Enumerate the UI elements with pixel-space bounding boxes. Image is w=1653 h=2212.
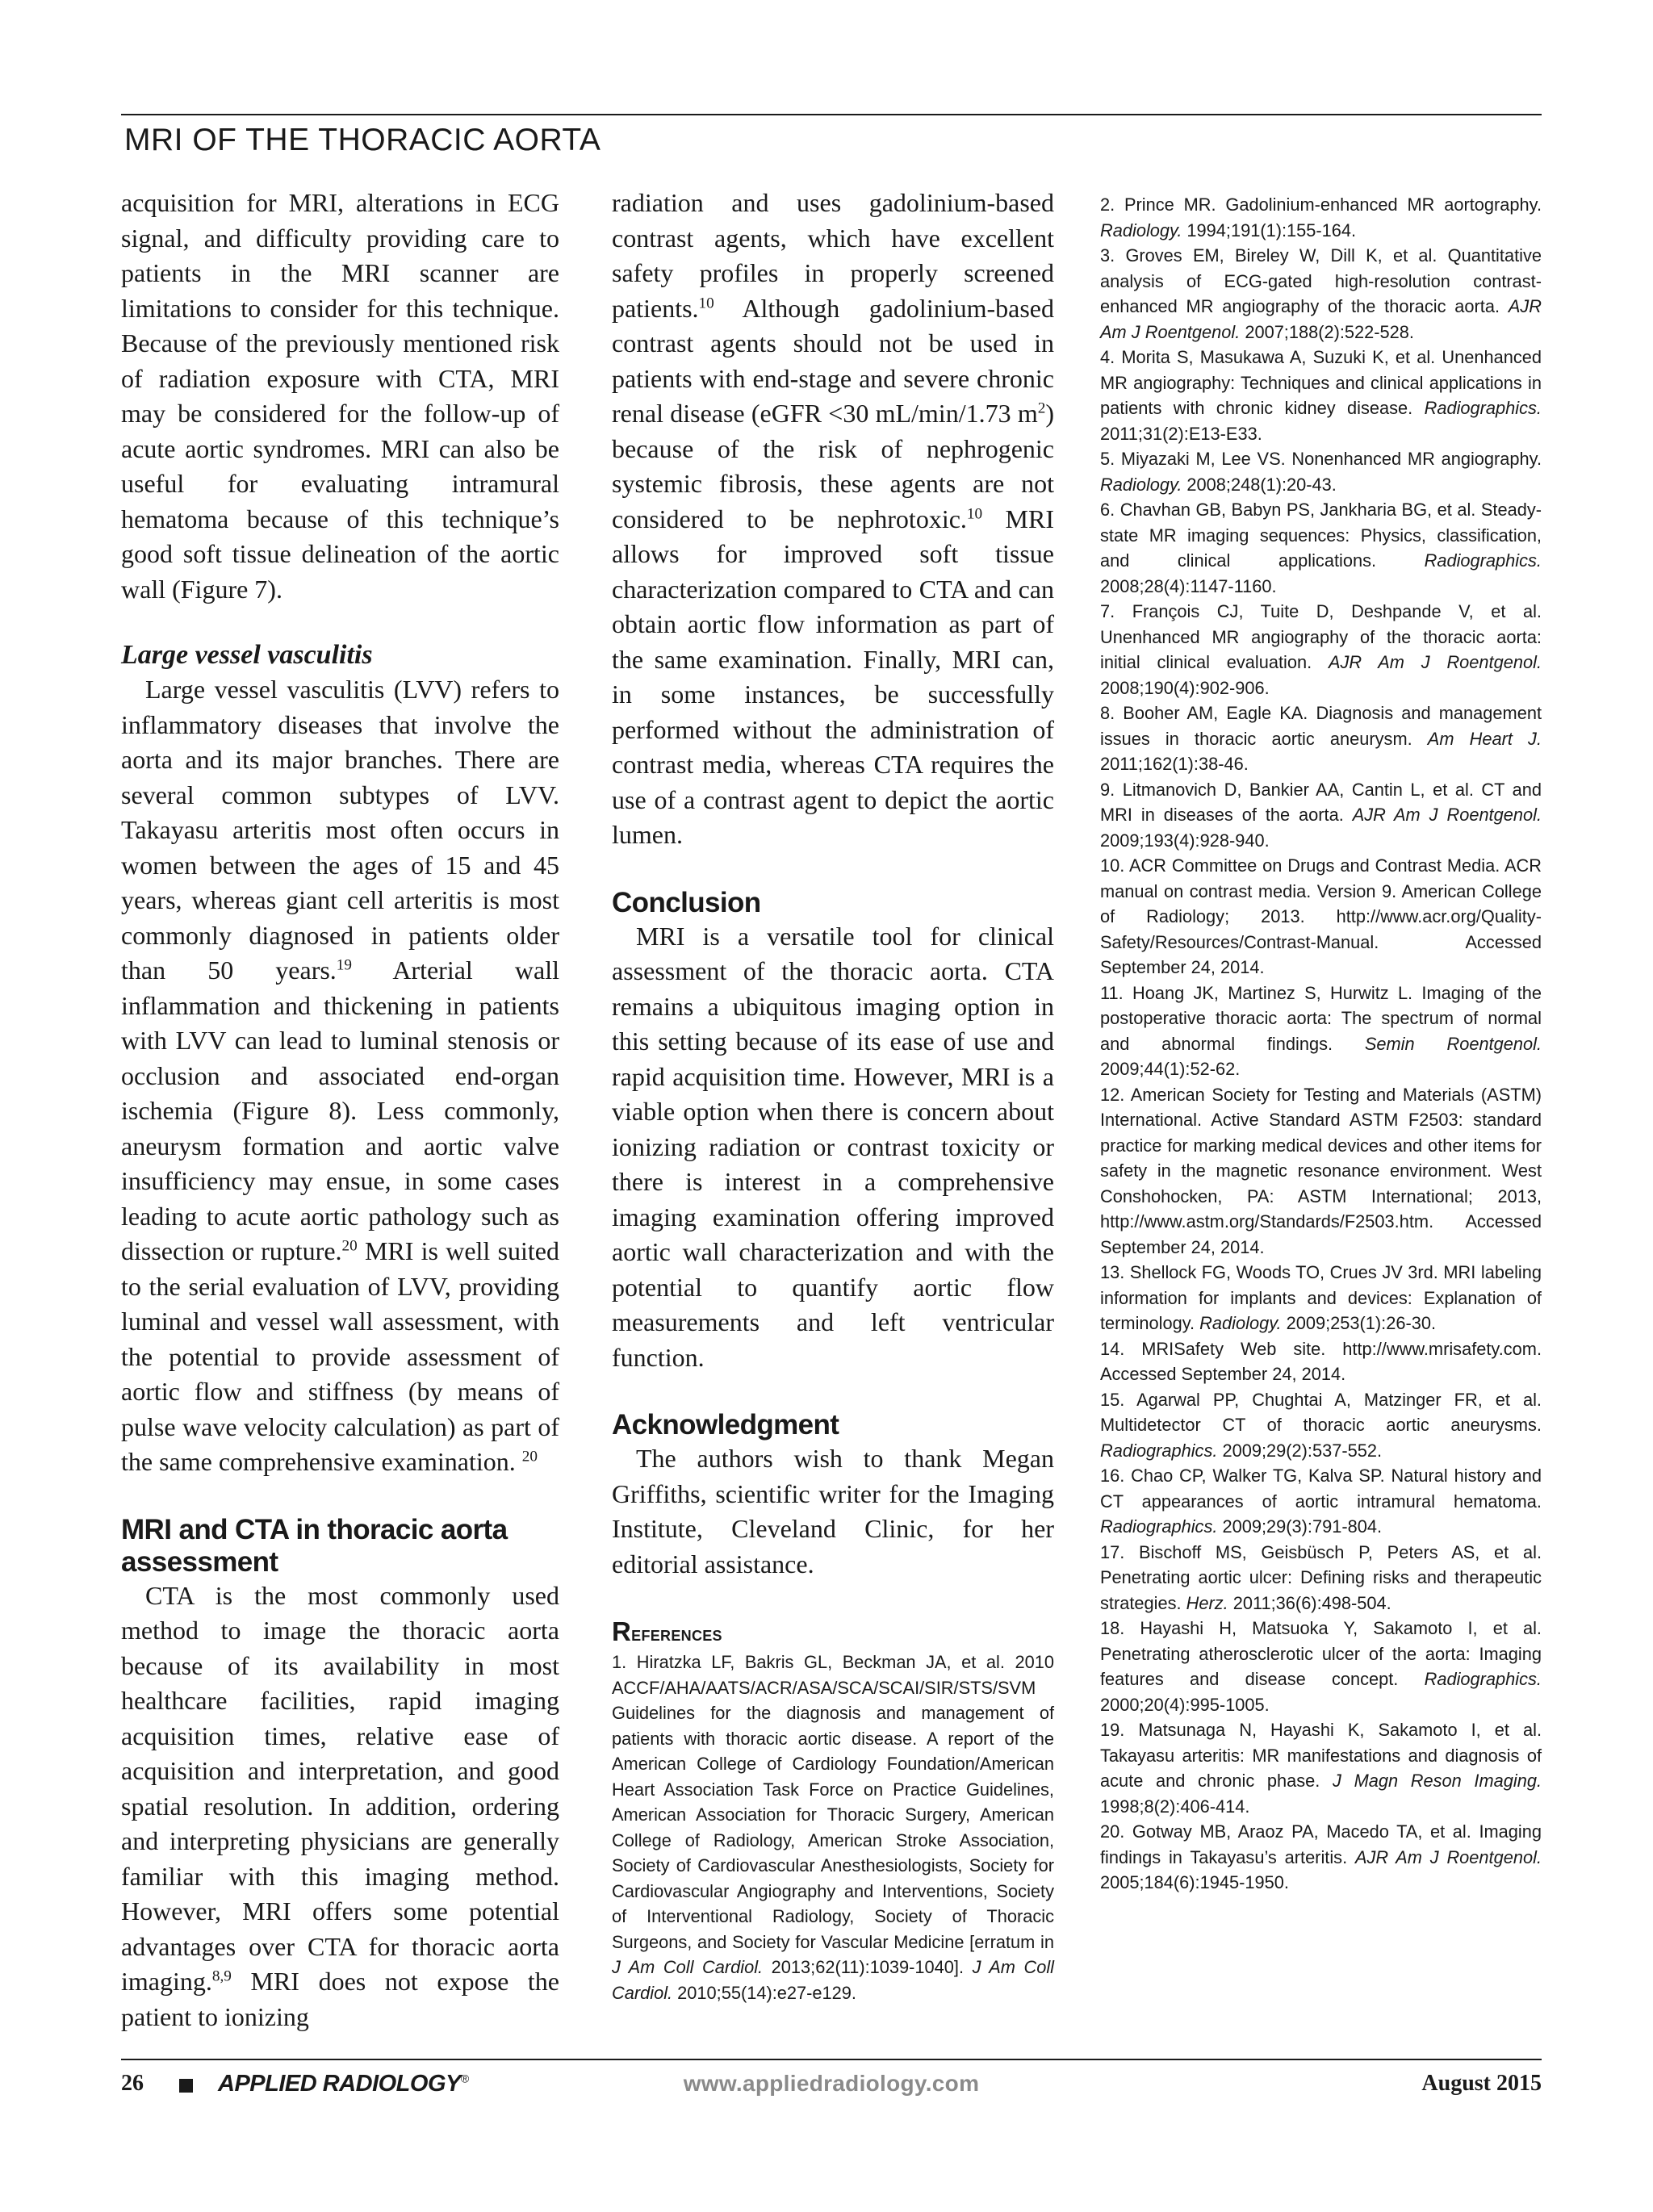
citation: 20 — [521, 1448, 538, 1466]
issue-date: August 2015 — [1421, 2071, 1542, 2096]
citation: 8,9 — [211, 1967, 232, 1985]
reference-item: 14. MRISafety Web site. http://www.mrisafety.com. Accessed September 24, 2014. — [1100, 1338, 1542, 1384]
reference-item: 6. Chavhan GB, Babyn PS, Jankharia BG, et al. Steady-state MR imaging sequences: Physics, classification, and clinical applications. Radiographics. 2008;28(4):1147-1160. — [1100, 500, 1542, 596]
paragraph: The authors wish to thank Megan Griffiths, scientific writer for the Imaging Institute, Cleveland Clinic, for her editorial assistance. — [612, 1444, 1054, 1579]
citation: 10 — [698, 294, 714, 312]
citation: 20 — [341, 1237, 358, 1255]
section-heading-lvv: Large vessel vasculitis — [121, 640, 373, 670]
page-number: 26 — [121, 2071, 144, 2096]
reference-item: 3. Groves EM, Bireley W, Dill K, et al. Quantitative analysis of ECG-gated high-resolution contrast-enhanced MR angiography of the thoracic aorta. AJR Am J Roentgenol. 2007;188(2):522-528. — [1100, 245, 1542, 342]
running-head: MRI OF THE THORACIC AORTA — [124, 123, 601, 157]
reference-item: 15. Agarwal PP, Chughtai A, Matzinger FR, et al. Multidetector CT of thoracic aortic aneurysms. Radiographics. 2009;29(2):537-552. — [1100, 1389, 1542, 1461]
column-1 — [121, 186, 559, 2034]
reference-item: 2. Prince MR. Gadolinium-enhanced MR aortography. Radiology. 1994;191(1):155-164. — [1100, 194, 1542, 240]
reference-item: 9. Litmanovich D, Bankier AA, Cantin L, et al. CT and MRI in diseases of the aorta. AJR Am J Roentgenol. 2009;193(4):928-940. — [1100, 779, 1542, 851]
paragraph: MRI is a versatile tool for clinical assessment of the thoracic aorta. CTA remains a ubiquitous imaging option in this setting because of its ease of use and rapid acquisition time. However, MRI is a viable option when there is concern about ionizing radiation or contrast toxicity or there is interest in a comprehensive imaging examination offering improved aortic wall characterization and with the potential to quantify aortic flow measurements and left ventricular function. — [612, 921, 1054, 1372]
paragraph: radiation and uses gadolinium-based contrast agents, which have excellent safety profiles in properly screened patients.$^{10}$ Although gadolinium-based contrast agents should not be used in patients with end-stage and severe chronic renal disease (eGFR <30 mL/min/1.73 $m^2$) because of the risk of nephrogenic systemic fibrosis, these agents are not considered to be nephrotoxic.$^{10}$ MRI allows for improved soft tissue characterization compared to CTA and can obtain aortic flow information as part of the same examination. Finally, MRI can, in some instances, be successfully performed without the administration of contrast media, whereas CTA requires the use of a contrast agent to depict the aortic lumen. — [612, 188, 1054, 849]
paragraph: CTA is the most commonly used method to image the thoracic aorta because of its availability in most healthcare facilities, rapid imaging acquisition times, relative ease of acquisition and interpretation, and good spatial resolution. In addition, ordering and interpreting physicians are generally familiar with this imaging method. However, MRI offers some potential advantages over CTA for thoracic aorta imaging.$^{8,9}$ MRI does not expose the patient to ionizing — [121, 1580, 559, 2031]
registered-mark: ® — [460, 2072, 469, 2085]
reference-item: 20. Gotway MB, Araoz PA, Macedo TA, et al. Imaging findings in Takayasu’s arteritis. AJR Am J Roentgenol. 2005;184(6):1945-1950. — [1100, 1821, 1542, 1892]
citation: 10 — [966, 504, 983, 522]
reference-item: 18. Hayashi H, Matsuoka Y, Sakamoto I, et al. Penetrating atherosclerotic ulcer of the aorta: Imaging features and disease concept. Radiographics. 2000;20(4):995-1005. — [1100, 1618, 1542, 1715]
section-heading-acknowledgment: Acknowledgment — [612, 1409, 839, 1441]
website-url: www.appliedradiology.com — [683, 2071, 980, 2096]
section-heading-references: References — [612, 1616, 722, 1646]
reference-item: 4. Morita S, Masukawa A, Suzuki K, et al. Unenhanced MR angiography: Techniques and clinical applications in patients with chronic kidney disease. Radiographics. 2011;31(2):E13-E33. — [1100, 347, 1542, 444]
reference-item: 13. Shellock FG, Woods TO, Crues JV 3rd. MRI labeling information for implants and devices: Explanation of terminology. Radiology. 2009;253(1):26-30. — [1100, 1262, 1542, 1333]
column-3-references — [1100, 192, 1542, 1896]
reference-item: 19. Matsunaga N, Hayashi K, Sakamoto I, et al. Takayasu arteritis: MR manifestations and diagnosis of acute and chronic phase. J Magn Reson Imaging. 1998;8(2):406-414. — [1100, 1720, 1542, 1817]
reference-item: 5. Miyazaki M, Lee VS. Nonenhanced MR angiography. Radiology. 2008;248(1):20-43. — [1100, 449, 1542, 495]
reference-item: 16. Chao CP, Walker TG, Kalva SP. Natural history and CT appearances of aortic intramural hematoma. Radiographics. 2009;29(3):791-804. — [1100, 1466, 1542, 1537]
column-2 — [612, 186, 1054, 2005]
paragraph: acquisition for MRI, alterations in ECG signal, and difficulty providing care to patients in the MRI scanner are limitations to consider for this technique. Because of the previously mentioned risk of radiation exposure with CTA, MRI may be considered for the follow-up of acute aortic syndromes. MRI can also be useful for evaluating intramural hematoma because of this technique’s good soft tissue delineation of the aortic wall (Figure 7). — [121, 188, 559, 604]
section-heading-conclusion: Conclusion — [612, 886, 761, 918]
reference-item: 11. Hoang JK, Martinez S, Hurwitz L. Imaging of the postoperative thoracic aorta: The spectrum of normal and abnormal findings. Semin Roentgenol. 2009;44(1):52-62. — [1100, 982, 1542, 1079]
reference-item: 1. Hiratzka LF, Bakris GL, Beckman JA, et al. 2010 ACCF/AHA/AATS/ACR/ASA/SCA/SCAI/SIR/STS/SVM Guidelines for the diagnosis and management of patients with thoracic aortic disease. A report of the American College of Cardiology Foundation/American Heart Association Task Force on Practice Guidelines, American Association for Thoracic Surgery, American College of Radiology, American Stroke Association, Society of Cardiovascular Anesthesiologists, Society for Cardiovascular Angiography and Interventions, Society of Interventional Radiology, Society of Thoracic Surgeons, and Society for Vascular Medicine [erratum in J Am Coll Cardiol. 2013;62(11):1039-1040]. J Am Coll Cardiol. 2010;55(14):e27-e129. — [612, 1652, 1055, 2003]
reference-item: 12. American Society for Testing and Materials (ASTM) International. Active Standard ASTM F2503: standard practice for marking medical devices and other items for safety in the magnetic resonance environment. West Conshohocken, PA: ASTM International; 2013, http://www.astm.org/Standards/F2503.htm. Accessed September 24, 2014. — [1100, 1084, 1542, 1257]
reference-item: 10. ACR Committee on Drugs and Contrast Media. ACR manual on contrast media. Version 9. American College of Radiology; 2013. http://www.acr.org/Quality-Safety/Resources/Contrast-Manual. Accessed September 24, 2014. — [1100, 855, 1542, 977]
footer-rule — [121, 2059, 1542, 2060]
journal-name: APPLIED RADIOLOGY® — [218, 2071, 469, 2097]
superscript: 2 — [1037, 399, 1046, 417]
footer — [121, 2066, 1542, 2106]
citation: 19 — [336, 956, 352, 974]
reference-item: 8. Booher AM, Eagle KA. Diagnosis and management issues in thoracic aortic aneurysm. Am Heart J. 2011;162(1):38-46. — [1100, 703, 1542, 774]
square-bullet-icon — [179, 2079, 193, 2093]
section-heading-mri-cta: MRI and CTA in thoracic aorta assessment — [121, 1513, 508, 1578]
reference-item: 17. Bischoff MS, Geisbüsch P, Peters AS, et al. Penetrating aortic ulcer: Defining risks and therapeutic strategies. Herz. 2011;36(6):498-504. — [1100, 1541, 1542, 1613]
paragraph: Large vessel vasculitis (LVV) refers to inflammatory diseases that involve the aorta and its major branches. There are several common subtypes of LVV. Takayasu arteritis most often occurs in women between the ages of 15 and 45 years, whereas giant cell arteritis is most commonly diagnosed in patients older than 50 years.$^{19}$ Arterial wall inflammation and thickening in patients with LVV can lead to luminal stenosis or occlusion and associated end-organ ischemia (Figure 8). Less commonly, aneurysm formation and aortic valve insufficiency may ensue, in some cases leading to acute aortic pathology such as dissection or rupture.$^{20}$ MRI is well suited to the serial evaluation of LVV, providing luminal and vessel wall assessment, with the potential to provide assessment of aortic flow and stiffness (by means of pulse wave velocity calculation) as part of the same comprehensive examination. $^{20}$ — [121, 675, 560, 1476]
reference-item: 7. François CJ, Tuite D, Deshpande V, et al. Unenhanced MR angiography of the thoracic aorta: initial clinical evaluation. AJR Am J Roentgenol. 2008;190(4):902-906. — [1100, 601, 1542, 698]
header-rule — [121, 114, 1542, 115]
